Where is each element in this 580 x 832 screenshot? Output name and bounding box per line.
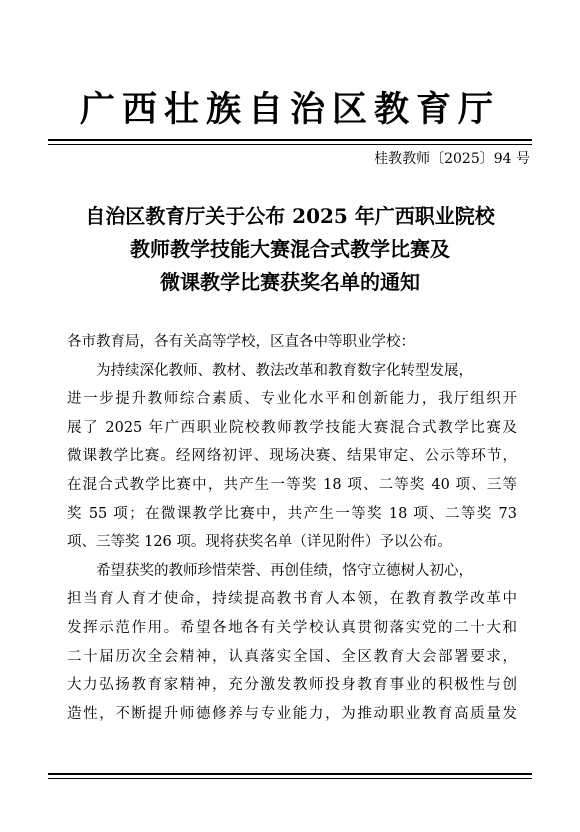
footer-rule-thick [48, 773, 532, 775]
salutation: 各市教育局，各有关高等学校，区直各中等职业学校： [67, 334, 415, 350]
body-line: 希望获奖的教师珍惜荣誉、再创佳绩，恪守立德树人初心， [96, 562, 473, 579]
issuing-agency-header: 广西壮族自治区教育厅 [79, 89, 500, 130]
body-line: 在混合式教学比赛中，共产生一等奖 18 项、二等奖 40 项、三等 [67, 476, 517, 493]
body-line: 造性，不断提升师德修养与专业能力，为推动职业教育高质量发 [67, 705, 517, 722]
body-line: 大力弘扬教育家精神，充分激发教师投身教育事业的积极性与创 [67, 677, 517, 694]
footer-rule-thin [48, 778, 532, 779]
header-rule-thick [48, 139, 532, 141]
paragraph-2 [67, 557, 517, 729]
title-line: 教师教学技能大赛混合式教学比赛及 [130, 237, 450, 261]
body-line: 进一步提升教师综合素质、专业化水平和创新能力，我厅组织开 [67, 391, 517, 408]
header-rule-thin [48, 144, 532, 145]
title-line: 自治区教育厅关于公布 2025 年广西职业院校 [85, 204, 495, 228]
body-line: 奖 55 项；在微课教学比赛中，共产生一等奖 18 项、二等奖 73 [67, 505, 517, 522]
body-line: 担当育人育才使命，持续提高教书育人本领，在教育教学改革中 [67, 591, 517, 608]
document-body [67, 328, 517, 728]
body-line: 展了 2025 年广西职业院校教师教学技能大赛混合式教学比赛及 [67, 419, 517, 436]
document-title [30, 200, 550, 299]
body-line: 二十届历次全会精神，认真落实全国、全区教育大会部署要求， [67, 648, 517, 665]
title-line: 微课教学比赛获奖名单的通知 [160, 270, 420, 294]
body-line: 发挥示范作用。希望各地各有关学校认真贯彻落实党的二十大和 [67, 619, 517, 636]
paragraph-1 [67, 357, 517, 557]
document-number: 桂教教师〔2025〕94 号 [374, 151, 530, 167]
body-line: 为持续深化教师、教材、教法改革和教育数字化转型发展， [96, 362, 473, 379]
body-line: 微课教学比赛。经网络初评、现场决赛、结果审定、公示等环节， [67, 448, 517, 465]
body-line: 项、三等奖 126 项。现将获奖名单（详见附件）予以公布。 [67, 534, 452, 551]
